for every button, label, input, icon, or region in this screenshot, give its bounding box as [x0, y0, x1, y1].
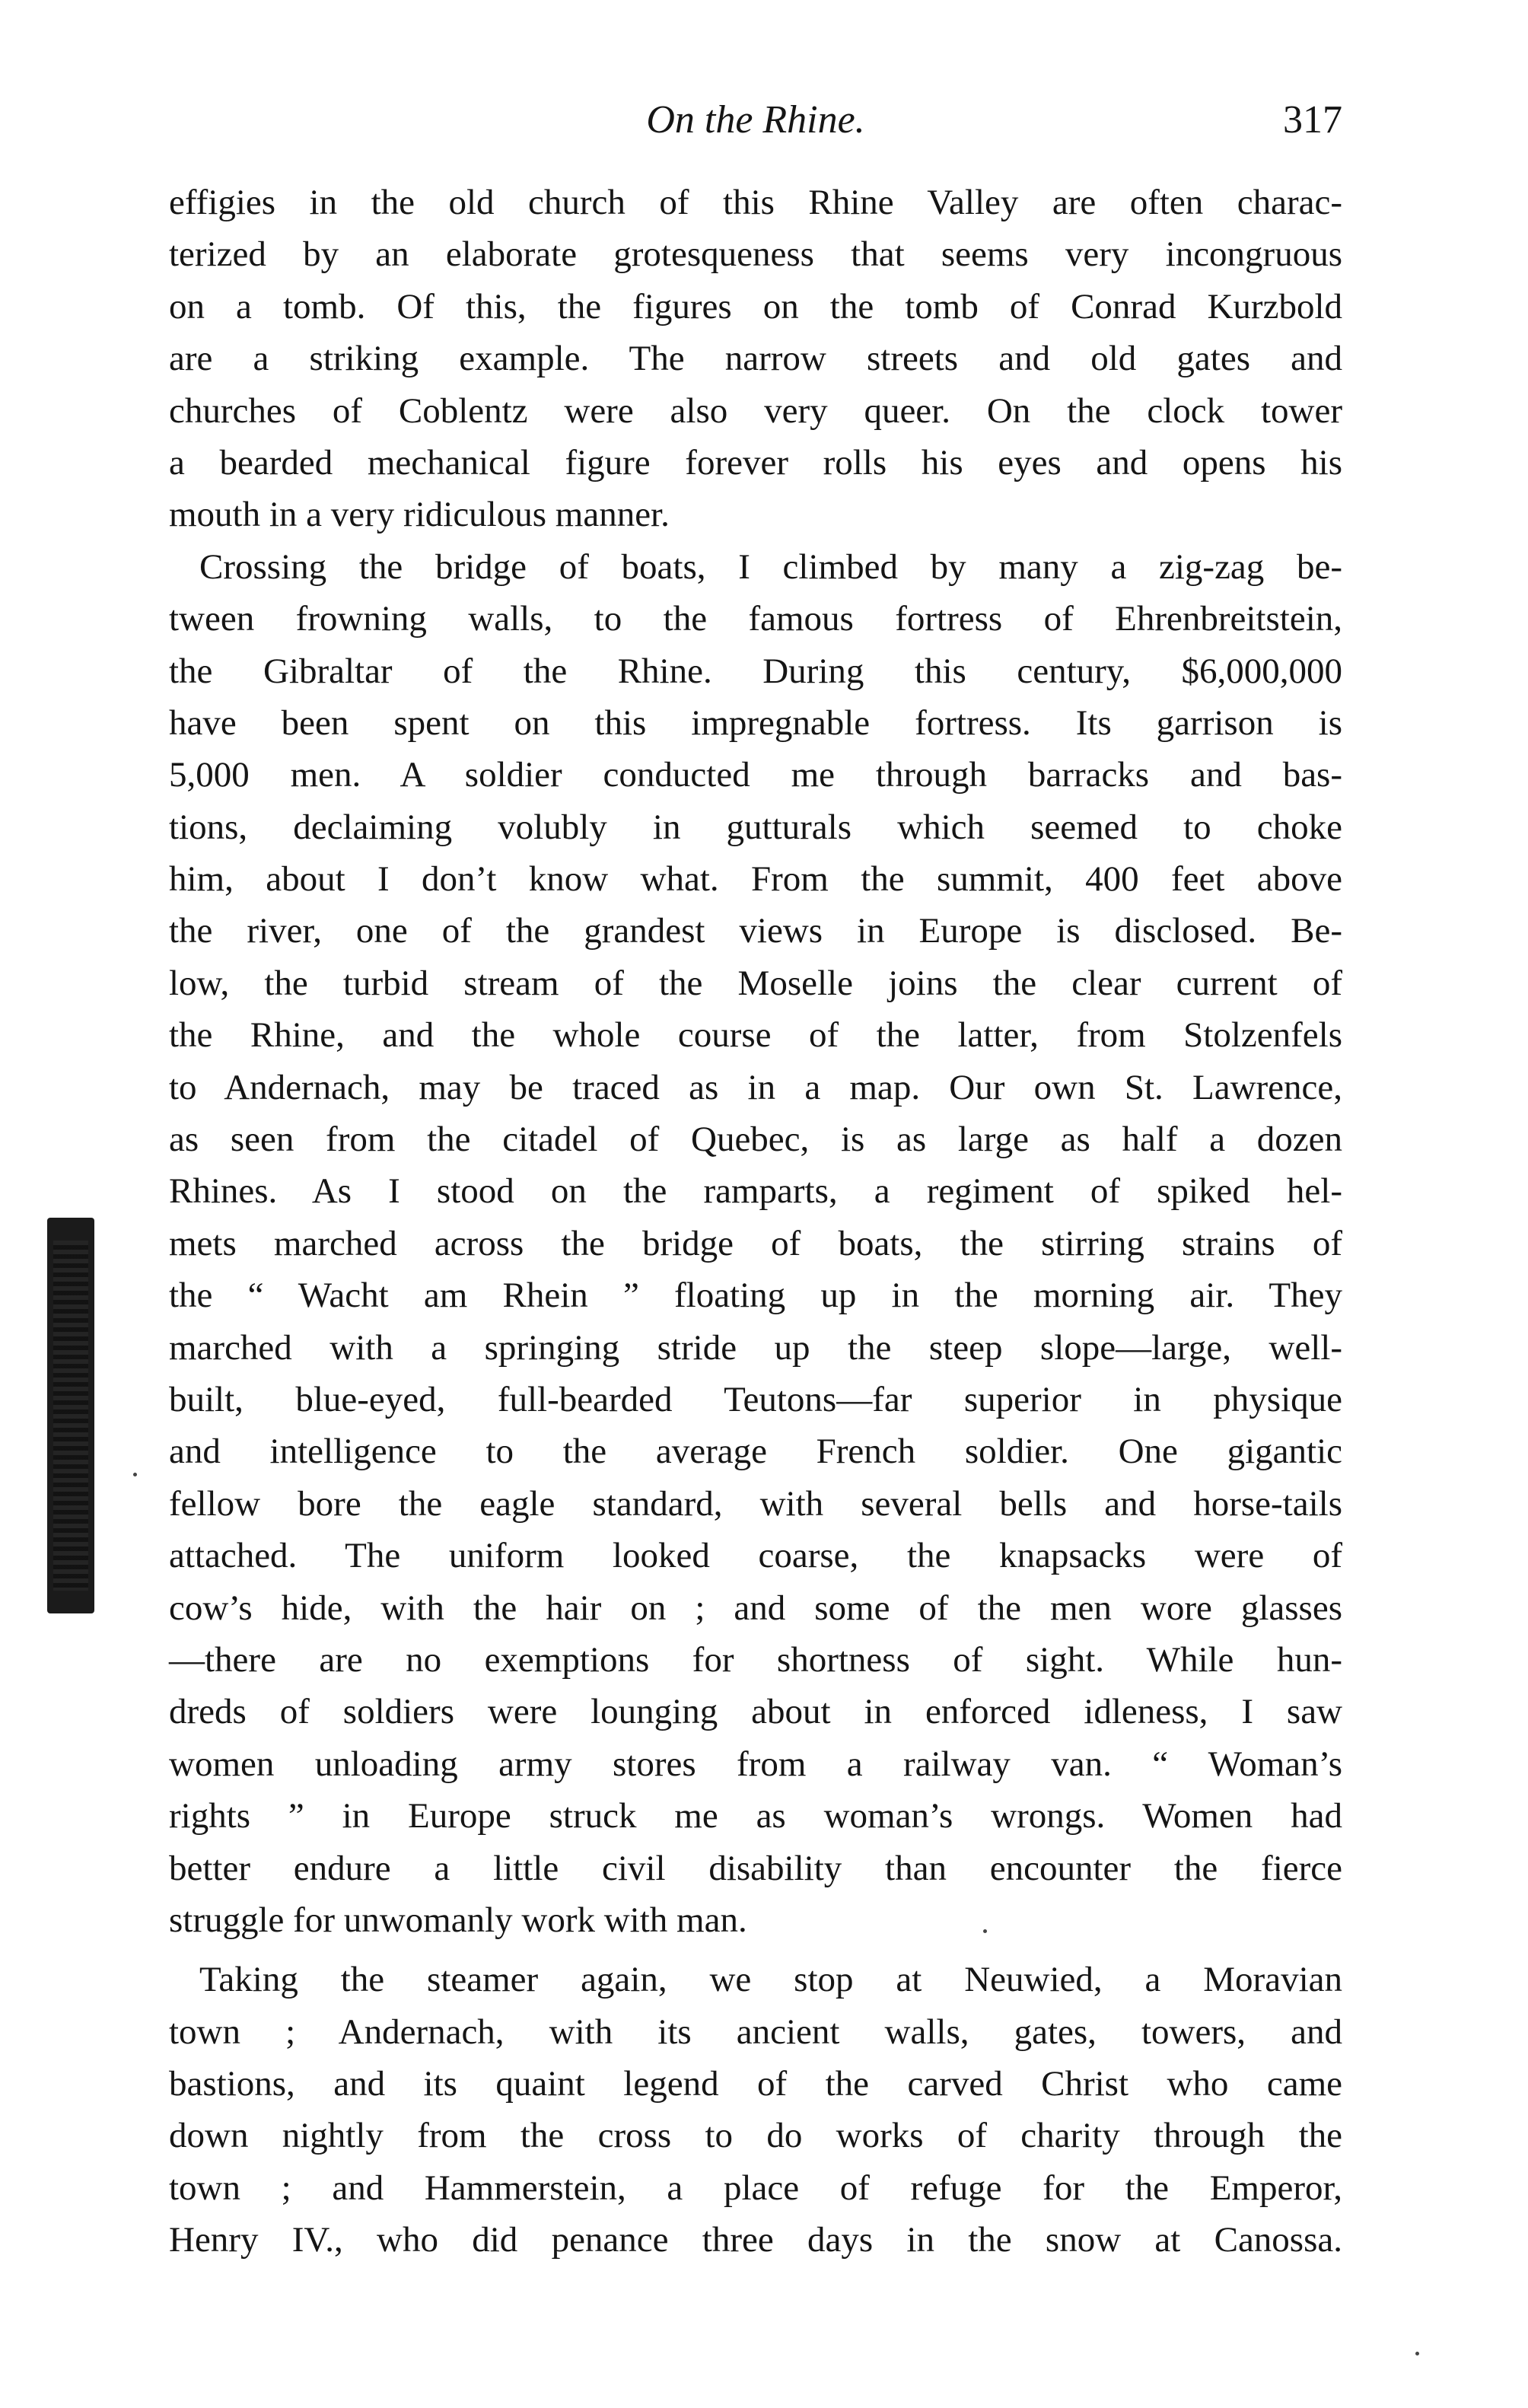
text-line: as seen from the citadel of Quebec, is as large as half a dozen — [169, 1120, 1342, 1160]
text-line: tween frowning walls, to the famous fortress of Ehrenbreitstein, — [169, 599, 1342, 639]
running-title: On the Rhine. — [646, 98, 865, 142]
text-line: and intelligence to the average French soldier. One gigantic — [169, 1432, 1342, 1472]
text-line: rights ” in Europe struck me as woman’s wrongs. Women had — [169, 1796, 1342, 1836]
text-line: fellow bore the eagle standard, with several bells and horse-tails — [169, 1483, 1342, 1524]
text-line: the Rhine, and the whole course of the latter, from Stolzenfels — [169, 1015, 1342, 1056]
text-line: 5,000 men. A soldier conducted me through barracks and bas- — [169, 755, 1342, 795]
text-line: on a tomb. Of this, the figures on the tomb of Conrad Kurzbold — [169, 286, 1342, 326]
text-line: are a striking example. The narrow streets and old gates and — [169, 339, 1342, 379]
text-line: Rhines. As I stood on the ramparts, a regiment of spiked hel- — [169, 1171, 1342, 1212]
text-line: town ; and Hammerstein, a place of refuge for the Emperor, — [169, 2168, 1342, 2208]
paragraph-1 — [169, 177, 1342, 541]
text-line: dreds of soldiers were lounging about in enforced idleness, I saw — [169, 1692, 1342, 1732]
text-line: have been spent on this impregnable fortress. Its garrison is — [169, 702, 1342, 743]
text-line: cow’s hide, with the hair on ; and some of the men wore glasses — [169, 1588, 1342, 1628]
text-line: women unloading army stores from a railway van. “ Woman’s — [169, 1744, 1342, 1784]
text-line: town ; Andernach, with its ancient walls, gates, towers, and — [169, 2011, 1342, 2052]
text-line: struggle for unwomanly work with man. — [169, 1900, 747, 1940]
text-line: low, the turbid stream of the Moselle joins the clear current of — [169, 963, 1342, 1003]
text-line: attached. The uniform looked coarse, the knapsacks were of — [169, 1536, 1342, 1576]
text-line: mouth in a very ridiculous manner. — [169, 495, 670, 535]
scan-speck — [133, 1473, 137, 1476]
page-header — [169, 90, 1342, 151]
text-line: better endure a little civil disability than encounter the fierce — [169, 1848, 1342, 1888]
text-line: marched with a springing stride up the steep slope—large, well- — [169, 1327, 1342, 1368]
text-line: tions, declaiming volubly in gutturals which seemed to choke — [169, 807, 1342, 847]
text-line: the “ Wacht am Rhein ” floating up in the morning air. They — [169, 1276, 1342, 1316]
text-line: the river, one of the grandest views in Europe is disclosed. Be- — [169, 911, 1342, 951]
text-line: mets marched across the bridge of boats, the stirring strains of — [169, 1223, 1342, 1263]
body-text — [169, 177, 1342, 2266]
text-line: down nightly from the cross to do works of charity through the — [169, 2116, 1342, 2156]
text-line: the Gibraltar of the Rhine. During this century, $6,000,000 — [169, 651, 1342, 691]
text-line: effigies in the old church of this Rhine Valley are often charac- — [169, 183, 1342, 222]
text-line: Crossing the bridge of boats, I climbed by many a zig-zag be- — [199, 546, 1342, 587]
scan-edge-mark — [47, 1218, 94, 1613]
text-line: churches of Coblentz were also very queer. On the clock tower — [169, 390, 1342, 431]
text-line: bastions, and its quaint legend of the carved Christ who came — [169, 2064, 1342, 2104]
text-line: Henry IV., who did penance three days in the snow at Canossa. — [169, 2220, 1342, 2260]
text-line: terized by an elaborate grotesqueness that seems very incongruous — [169, 234, 1342, 275]
text-line: him, about I don’t know what. From the summit, 400 feet above — [169, 859, 1342, 900]
paragraph-2 — [169, 541, 1342, 1947]
scan-speck — [1415, 2352, 1419, 2355]
text-line: Taking the steamer again, we stop at Neuwied, a Moravian — [199, 1960, 1342, 2000]
text-line: a bearded mechanical figure forever rolls his eyes and opens his — [169, 442, 1342, 483]
page-number: 317 — [1283, 98, 1342, 142]
text-line: to Andernach, may be traced as in a map. Our own St. Lawrence, — [169, 1067, 1342, 1107]
scan-speck — [983, 1929, 987, 1933]
text-line: —there are no exemptions for shortness of sight. While hun- — [169, 1639, 1342, 1680]
text-line: built, blue-eyed, full-bearded Teutons—far superior in physique — [169, 1379, 1342, 1419]
paragraph-3 — [169, 1954, 1342, 2266]
